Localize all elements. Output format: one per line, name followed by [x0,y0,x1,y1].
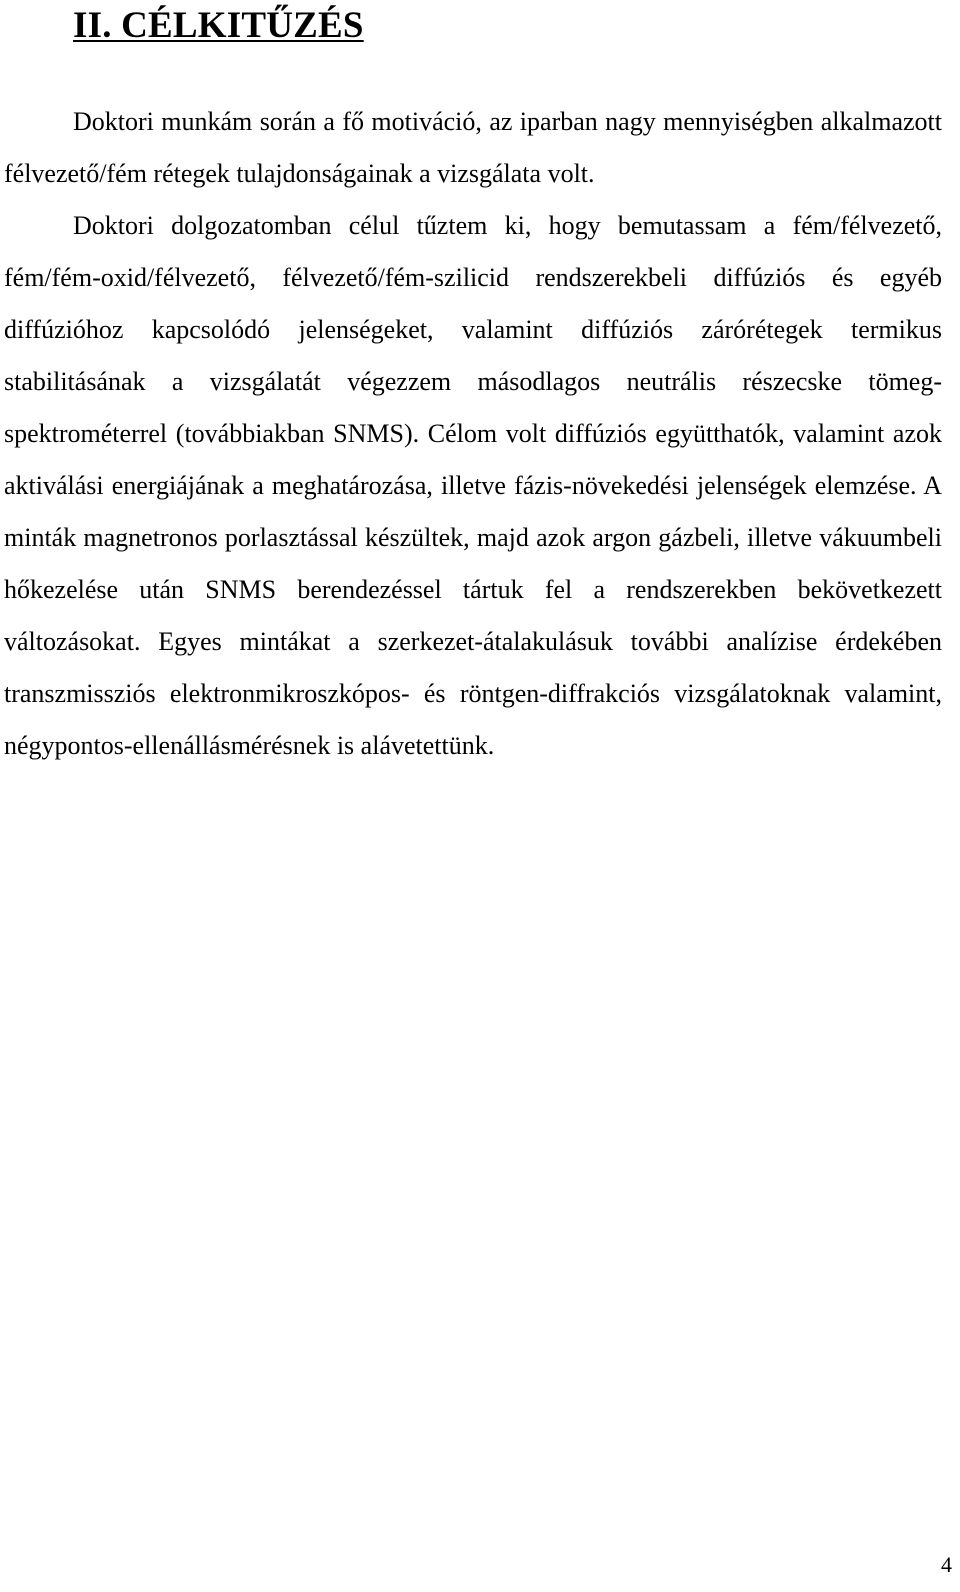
page-number: 4 [941,1552,952,1577]
chapter-heading: II. CÉLKITŰZÉS [73,5,364,46]
paragraph-motivation: Doktori munkám során a fő motiváció, az iparban nagy mennyiségben alkalmazott félvezető/fém rétegek tulajdonságainak a vizsgálata volt. [4,107,942,188]
body-text [4,96,942,772]
paragraph-objectives: Doktori dolgozatomban célul tűztem ki, hogy bemutassam a fém/félvezető, fém/fém-oxid/félvezető, félvezető/fém-szilicid rendszerekbeli diffúziós és egyéb diffúzióhoz kapcsolódó jelenségeket, valamint diffúziós zárórétegek termikus stabilitásának a vizsgálatát végezzem másodlagos neutrális részecske tömeg-spektrométerrel (továbbiakban SNMS). Célom volt diffúziós együtthatók, valamint azok aktiválási energiájának a meghatározása, illetve fázis-növekedési jelenségek elemzése. A minták magnetronos porlasztással készültek, majd azok argon gázbeli, illetve vákuumbeli hőkezelése után SNMS berendezéssel tártuk fel a rendszerekben bekövetkezett változásokat. Egyes mintákat a szerkezet-átalakulásuk további analízise érdekében transzmissziós elektronmikroszkópos- és röntgen-diffrakciós vizsgálatoknak valamint, négypontos-ellenállásmérésnek is alávetettünk. [4,211,942,760]
